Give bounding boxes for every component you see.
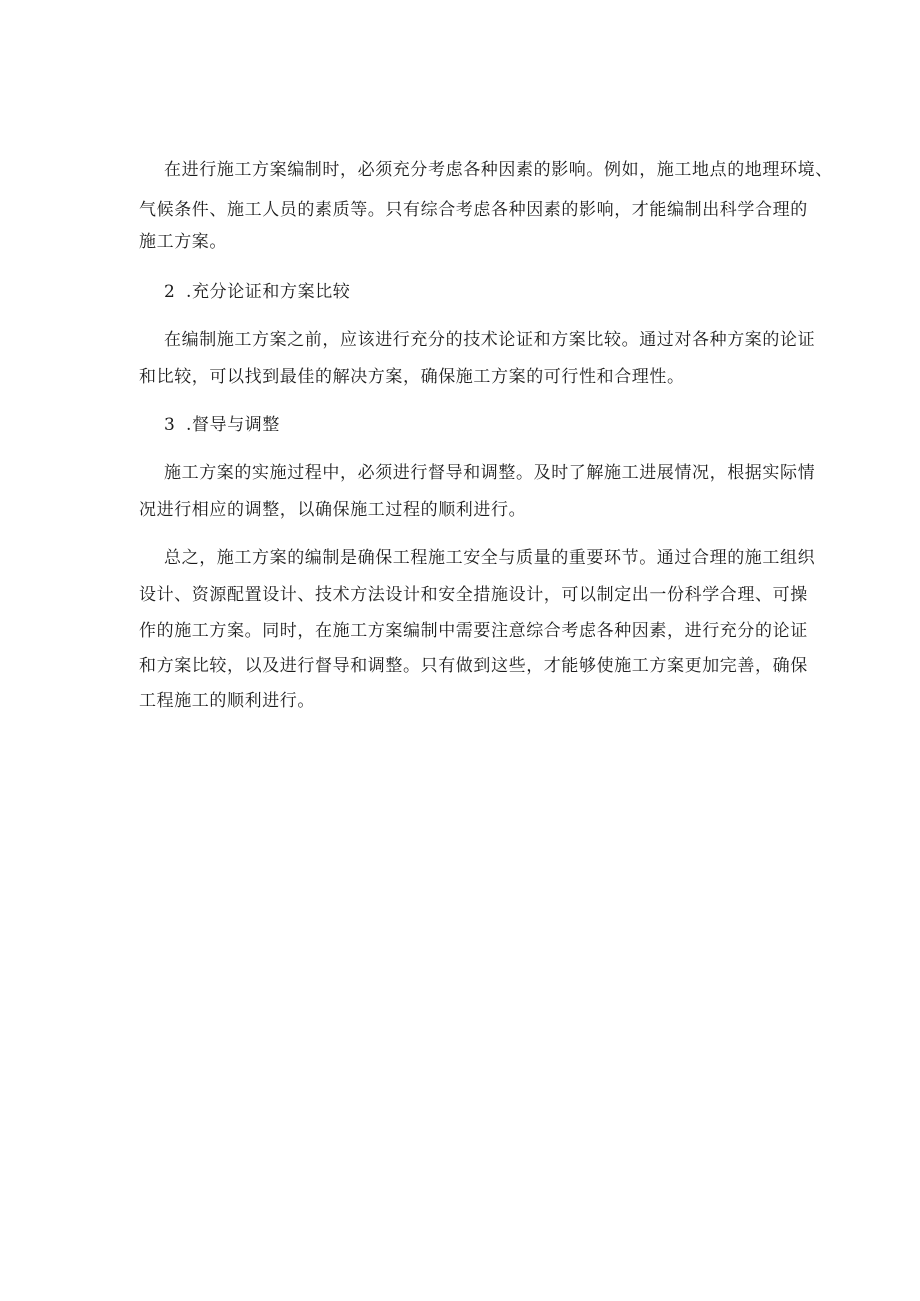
paragraph-2-line-1: 在编制施工方案之前，应该进行充分的技术论证和方案比较。通过对各种方案的论证 xyxy=(164,330,816,350)
paragraph-1-line-3: 施工方案。 xyxy=(139,232,227,252)
section-heading-3 xyxy=(164,415,280,435)
paragraph-4-line-1: 总之，施工方案的编制是确保工程施工安全与质量的重要环节。通过合理的施工组织 xyxy=(164,548,816,568)
paragraph-3-line-2: 况进行相应的调整，以确保施工过程的顺利进行。 xyxy=(139,500,527,520)
paragraph-4-line-3: 作的施工方案。同时，在施工方案编制中需要注意综合考虑各种因素，进行充分的论证 xyxy=(139,621,808,641)
paragraph-2-line-2: 和比较，可以找到最佳的解决方案，确保施工方案的可行性和合理性。 xyxy=(139,367,685,387)
section-heading-3-text: .督导与调整 xyxy=(186,415,281,435)
paragraph-4-line-4: 和方案比较，以及进行督导和调整。只有做到这些，才能够使施工方案更加完善，确保 xyxy=(139,656,808,676)
section-heading-2 xyxy=(164,282,350,302)
paragraph-4-line-2: 设计、资源配置设计、技术方法设计和安全措施设计，可以制定出一份科学合理、可操 xyxy=(139,585,808,605)
section-heading-3-number: 3 xyxy=(164,415,175,435)
paragraph-3-line-1: 施工方案的实施过程中，必须进行督导和调整。及时了解施工进展情况，根据实际情 xyxy=(164,463,816,483)
paragraph-1-line-2: 气候条件、施工人员的素质等。只有综合考虑各种因素的影响，才能编制出科学合理的 xyxy=(139,200,808,220)
section-heading-2-number: 2 xyxy=(164,282,175,302)
section-heading-2-text: .充分论证和方案比较 xyxy=(186,282,351,302)
paragraph-1-line-1: 在进行施工方案编制时，必须充分考虑各种因素的影响。例如，施工地点的地理环境、 xyxy=(164,160,833,180)
paragraph-4-line-5: 工程施工的顺利进行。 xyxy=(139,691,315,711)
